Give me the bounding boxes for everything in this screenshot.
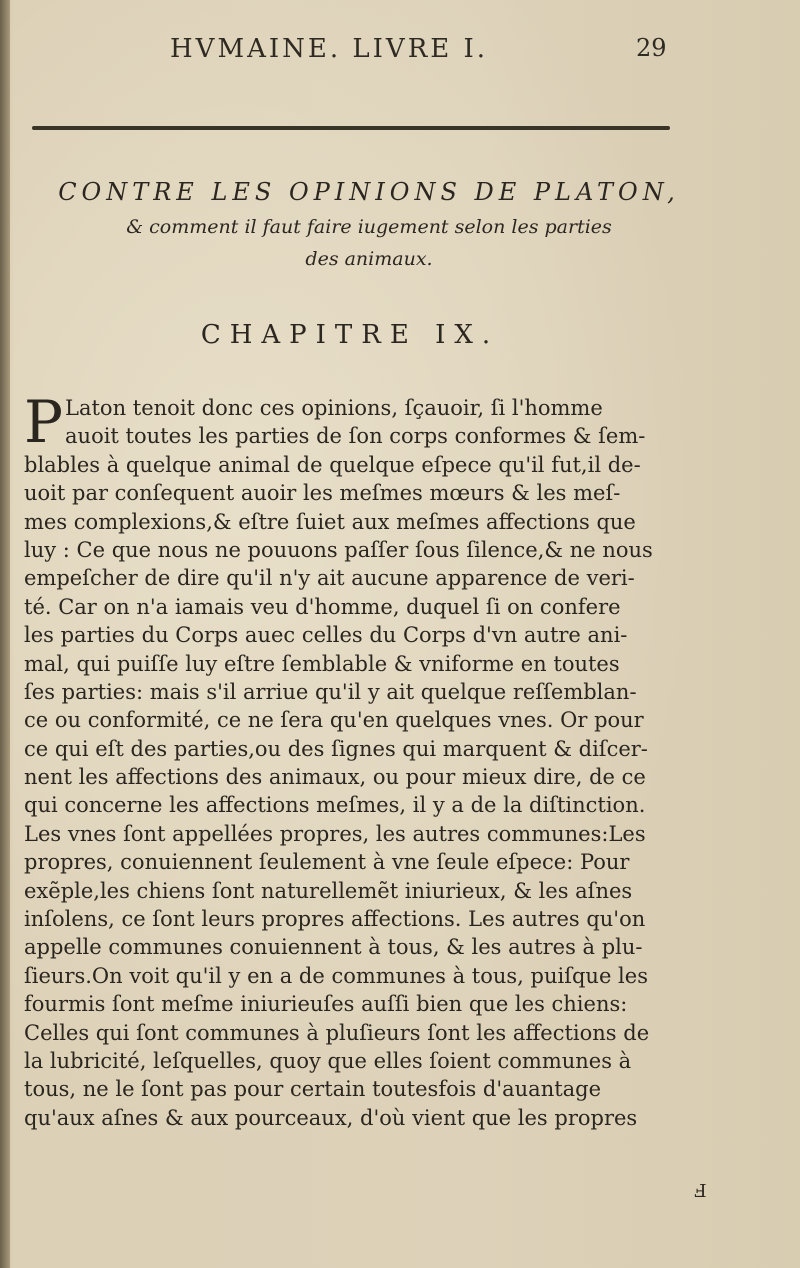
text-line: Les vnes ſont appellées propres, les autres communes:Les [24, 821, 646, 846]
drop-cap-initial: P [24, 388, 64, 456]
page-header [0, 30, 800, 70]
text-line: qui concerne les affections meſmes, il y a de la diſtinction. [24, 793, 646, 818]
text-line: auoit toutes les parties de ſon corps conformes & ſem- [65, 424, 646, 449]
subtitle-line: des animaux. [305, 248, 433, 270]
text-line: Celles qui ſont communes à pluſieurs ſont les affections de [24, 1020, 650, 1045]
text-line: luy : Ce que nous ne pouuons paſſer ſous ſilence,& ne nous [24, 537, 653, 562]
text-line: ce ou conformité, ce ne ſera qu'en quelques vnes. Or pour [24, 708, 644, 733]
text-line: qu'aux aſnes & aux pourceaux, d'où vient que les propres [24, 1105, 638, 1130]
text-line: uoit par conſequent auoir les meſmes mœurs & les meſ- [24, 481, 621, 506]
text-line: P Laton tenoit donc ces opinions, ſçauoir, ſi l'homme [24, 388, 603, 456]
text-line: empeſcher de dire qu'il n'y ait aucune apparence de veri- [24, 566, 635, 591]
section-heading-title: CONTRE LES OPINIONS DE PLATON, [58, 178, 680, 206]
text-line: appelle communes conuiennent à tous, & les autres à plu- [24, 935, 643, 960]
text-line: propres, conuiennent ſeulement à vne ſeule eſpece: Pour [24, 850, 630, 875]
text-line: blables à quelque animal de quelque eſpece qu'il fut,il de- [24, 452, 641, 477]
text-line: la lubricité, leſquelles, quoy que elles ſoient communes à [24, 1048, 632, 1073]
subtitle-line: & comment il faut faire iugement selon les parties [126, 216, 612, 238]
text-line: tous, ne le ſont pas pour certain toutesfois d'auantage [24, 1077, 602, 1102]
text-line: ce qui eſt des parties,ou des ſignes qui marquent & diſcer- [24, 736, 648, 761]
text-line: ſes parties: mais s'il arriue qu'il y ait quelque reſſemblan- [24, 679, 637, 704]
text-line: mal, qui puiſſe luy eſtre ſemblable & vniforme en toutes [24, 651, 620, 676]
header-rule [32, 126, 670, 130]
page-gutter [0, 0, 10, 1268]
text-line: té. Car on n'a iamais veu d'homme, duquel ſi on confere [24, 594, 621, 619]
page-number: 29 [636, 34, 667, 62]
body-text [24, 388, 688, 1132]
text-line: inſolens, ce ſont leurs propres affections. Les autres qu'on [24, 907, 646, 932]
section-heading-subtitle [24, 211, 714, 275]
text-line: fourmis ſont meſme iniurieuſes auſſi bien que les chiens: [24, 992, 628, 1017]
chapter-heading: CHAPITRE IX. [200, 320, 500, 350]
text-line: mes complexions,& eſtre ſuiet aux meſmes affections que [24, 509, 636, 534]
catchword-mark: Ⅎ [694, 1181, 707, 1202]
running-title: HVMAINE. LIVRE I. [170, 34, 489, 64]
text-line: nent les affections des animaux, ou pour mieux dire, de ce [24, 765, 646, 790]
text-line: exẽple,les chiens ſont naturellemẽt iniurieux, & les aſnes [24, 878, 633, 903]
text-line: ſieurs.On voit qu'il y en a de communes à tous, puiſque les [24, 963, 648, 988]
text-line: les parties du Corps auec celles du Corps d'vn autre ani- [24, 623, 628, 648]
